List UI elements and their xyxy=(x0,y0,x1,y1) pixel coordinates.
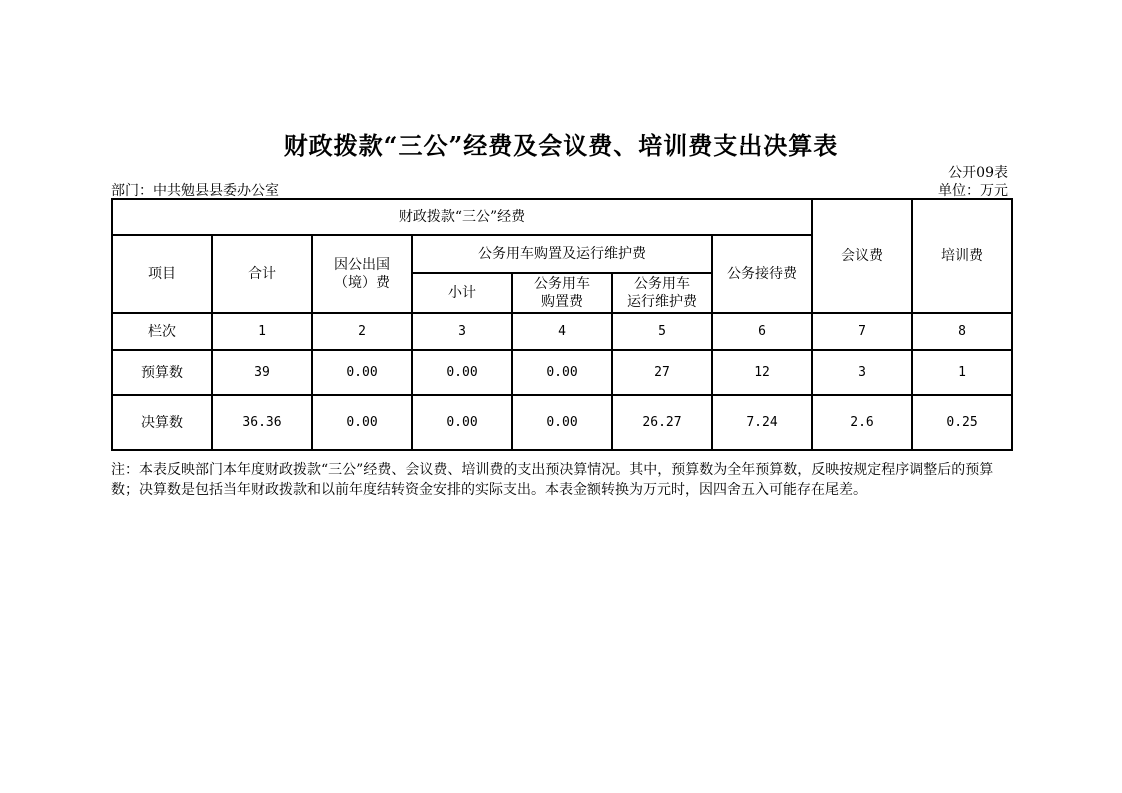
table-cell: 0.00 xyxy=(412,395,512,450)
header-vehicle-purchase-line2: 购置费 xyxy=(541,294,583,310)
header-vehicle-purchase xyxy=(512,273,612,313)
table-cell: 0.00 xyxy=(512,395,612,450)
header-vehicle-operation-line1: 公务用车 xyxy=(634,276,690,292)
header-abroad-line2: （境）费 xyxy=(334,275,390,291)
table-cell: 2.6 xyxy=(812,395,912,450)
table-cell: 26.27 xyxy=(612,395,712,450)
table-cell: 3 xyxy=(412,313,512,350)
row-label: 预算数 xyxy=(112,350,212,395)
header-vehicle-operation-line2: 运行维护费 xyxy=(627,294,697,310)
footnote: 注：本表反映部门本年度财政拨款“三公”经费、会议费、培训费的支出预决算情况。其中，预算数为全年预算数，反映按规定程序调整后的预算数；决算数是包括当年财政拨款和以前年度结转资金安排的实际支出。本表金额转换为万元时，因四舍五入可能存在尾差。 xyxy=(111,462,994,498)
table-cell: 7 xyxy=(812,313,912,350)
header-row-1 xyxy=(112,199,1012,235)
table-row xyxy=(112,313,1012,350)
header-abroad-line1: 因公出国 xyxy=(334,257,390,273)
table-cell: 36.36 xyxy=(212,395,312,450)
table-row xyxy=(112,395,1012,450)
table-cell: 0.25 xyxy=(912,395,1012,450)
table-cell: 7.24 xyxy=(712,395,812,450)
header-vehicle-group: 公务用车购置及运行维护费 xyxy=(412,235,712,273)
table-cell: 4 xyxy=(512,313,612,350)
header-vehicle-operation xyxy=(612,273,712,313)
table-cell: 5 xyxy=(612,313,712,350)
table-cell: 6 xyxy=(712,313,812,350)
unit-label: 单位：万元 xyxy=(938,183,1008,199)
table-cell: 1 xyxy=(912,350,1012,395)
header-subtotal: 小计 xyxy=(412,273,512,313)
row-label: 栏次 xyxy=(112,313,212,350)
table-cell: 39 xyxy=(212,350,312,395)
table-cell: 0.00 xyxy=(312,350,412,395)
table-cell: 0.00 xyxy=(512,350,612,395)
table-row xyxy=(112,350,1012,395)
table-cell: 27 xyxy=(612,350,712,395)
table-cell: 2 xyxy=(312,313,412,350)
header-meeting: 会议费 xyxy=(812,199,912,313)
header-total: 合计 xyxy=(212,235,312,313)
table-cell: 8 xyxy=(912,313,1012,350)
header-abroad xyxy=(312,235,412,313)
document-title: 财政拨款“三公”经费及会议费、培训费支出决算表 xyxy=(283,131,839,160)
header-reception: 公务接待费 xyxy=(712,235,812,313)
table-cell: 0.00 xyxy=(412,350,512,395)
table-cell: 3 xyxy=(812,350,912,395)
department-label: 部门：中共勉县县委办公室 xyxy=(111,183,279,199)
header-item: 项目 xyxy=(112,235,212,313)
header-three-public: 财政拨款“三公”经费 xyxy=(112,199,812,235)
expenditure-table xyxy=(111,198,1013,451)
form-number: 公开09表 xyxy=(948,165,1008,181)
row-label: 决算数 xyxy=(112,395,212,450)
header-vehicle-purchase-line1: 公务用车 xyxy=(534,276,590,292)
table-cell: 12 xyxy=(712,350,812,395)
table-cell: 1 xyxy=(212,313,312,350)
table-cell: 0.00 xyxy=(312,395,412,450)
header-training: 培训费 xyxy=(912,199,1012,313)
